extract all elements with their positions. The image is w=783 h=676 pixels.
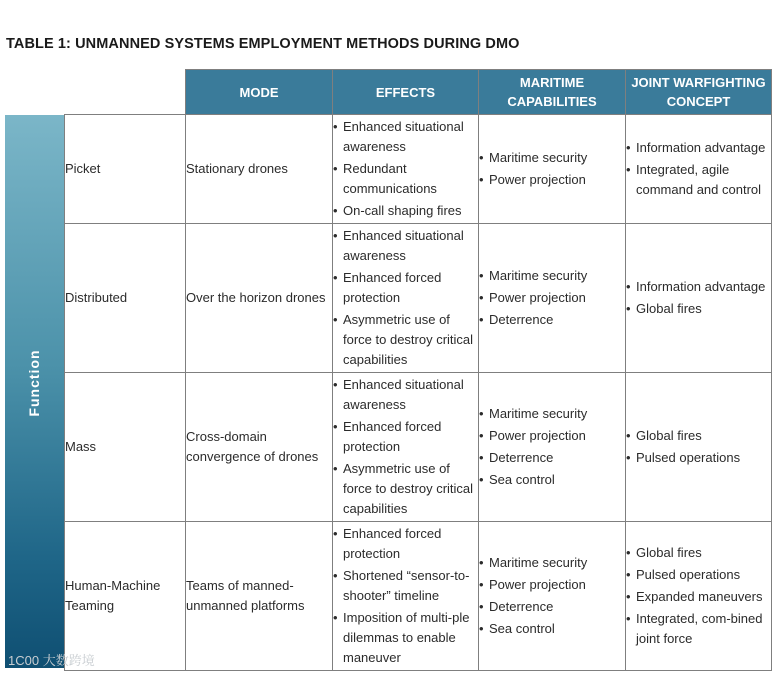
maritime-cell [479, 224, 626, 373]
function-cell: Picket [65, 115, 186, 224]
function-cell: Distributed [65, 224, 186, 373]
joint-cell [626, 373, 772, 522]
list-item: • Enhanced situational awareness [333, 375, 478, 415]
list-item: • Power projection [479, 575, 625, 595]
list-item: • Asymmetric use of force to destroy critical capabilities [333, 459, 478, 519]
mode-cell: Stationary drones [186, 115, 333, 224]
list-item: • Shortened “sensor-to-shooter” timeline [333, 566, 478, 606]
header-blank-cell [65, 70, 186, 115]
header-joint-warfighting-concept: JOINT WARFIGHTING CONCEPT [626, 70, 772, 115]
mode-cell: Over the horizon drones [186, 224, 333, 373]
list-item: • On-call shaping fires [333, 201, 478, 221]
header-mode: MODE [186, 70, 333, 115]
header-maritime-capabilities: MARITIME CAPABILITIES [479, 70, 626, 115]
effects-cell [333, 373, 479, 522]
effects-cell [333, 522, 479, 671]
function-cell: Mass [65, 373, 186, 522]
list-item: • Information advantage [626, 277, 771, 297]
effects-cell [333, 224, 479, 373]
table-title: TABLE 1: UNMANNED SYSTEMS EMPLOYMENT METHODS DURING DMO [6, 36, 520, 52]
list-item: • Sea control [479, 619, 625, 639]
list-item: • Maritime security [479, 148, 625, 168]
list-item: • Integrated, agile command and control [626, 160, 771, 200]
list-item: • Enhanced forced protection [333, 417, 478, 457]
list-item: • Maritime security [479, 404, 625, 424]
list-item: • Pulsed operations [626, 448, 771, 468]
maritime-cell [479, 115, 626, 224]
watermark: 1C00 大数跨境 [8, 653, 95, 668]
list-item: • Redundant communications [333, 159, 478, 199]
table-row-human-machine-teaming [65, 522, 772, 671]
list-item: • Deterrence [479, 597, 625, 617]
effects-cell [333, 115, 479, 224]
list-item: • Global fires [626, 426, 771, 446]
joint-cell [626, 522, 772, 671]
list-item: • Sea control [479, 470, 625, 490]
table-row-picket [65, 115, 772, 224]
header-effects: EFFECTS [333, 70, 479, 115]
maritime-cell [479, 522, 626, 671]
list-item: • Enhanced situational awareness [333, 117, 478, 157]
list-item: • Pulsed operations [626, 565, 771, 585]
list-item: • Integrated, com-bined joint force [626, 609, 771, 649]
table-header-row [65, 70, 772, 115]
list-item: • Deterrence [479, 310, 625, 330]
list-item: • Power projection [479, 170, 625, 190]
list-item: • Maritime security [479, 553, 625, 573]
list-item: • Enhanced forced protection [333, 524, 478, 564]
list-item: • Deterrence [479, 448, 625, 468]
list-item: • Power projection [479, 288, 625, 308]
table-row-mass [65, 373, 772, 522]
list-item: • Global fires [626, 299, 771, 319]
employment-methods-table [64, 69, 772, 671]
mode-cell: Teams of manned-unmanned platforms [186, 522, 333, 671]
list-item: • Global fires [626, 543, 771, 563]
joint-cell [626, 224, 772, 373]
list-item: • Power projection [479, 426, 625, 446]
maritime-cell [479, 373, 626, 522]
list-item: • Maritime security [479, 266, 625, 286]
table-row-distributed [65, 224, 772, 373]
list-item: • Information advantage [626, 138, 771, 158]
list-item: • Expanded maneuvers [626, 587, 771, 607]
list-item: • Imposition of multi-ple dilemmas to enable maneuver [333, 608, 478, 668]
list-item: • Enhanced forced protection [333, 268, 478, 308]
function-label: Function [26, 349, 42, 417]
list-item: • Asymmetric use of force to destroy critical capabilities [333, 310, 478, 370]
joint-cell [626, 115, 772, 224]
function-cell: Human-Machine Teaming [65, 522, 186, 671]
list-item: • Enhanced situational awareness [333, 226, 478, 266]
mode-cell: Cross-domain convergence of drones [186, 373, 333, 522]
